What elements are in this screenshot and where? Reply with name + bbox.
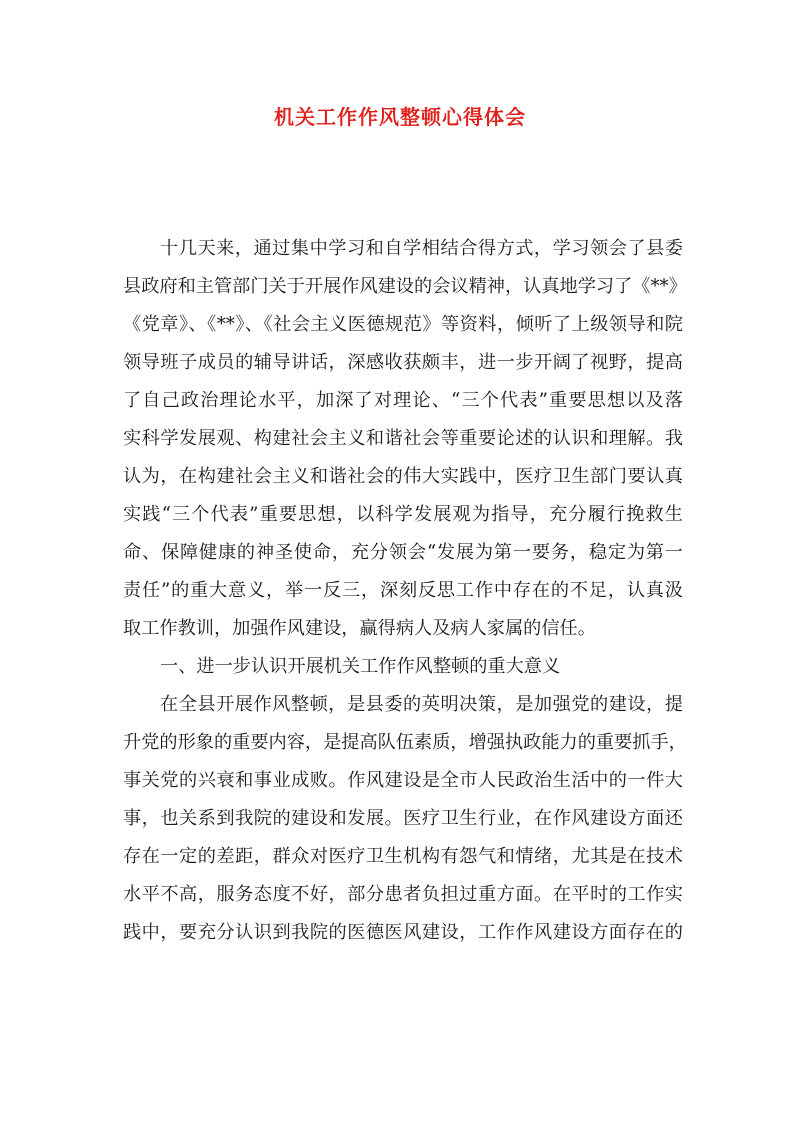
paragraph-line: 认为，在构建社会主义和谐社会的伟大实践中，医疗卫生部门要认真 — [123, 466, 683, 487]
paragraph-line: 在全县开展作风整顿，是县委的英明决策，是加强党的建设，提 — [160, 694, 683, 715]
paragraph-line: 升党的形象的重要内容，是提高队伍素质，增强执政能力的重要抓手， — [123, 732, 687, 753]
paragraph-line: 存在一定的差距，群众对医疗卫生机构有怨气和情绪，尤其是在技术 — [123, 846, 683, 867]
paragraph-line: 《党章》、《**》、《社会主义医德规范》等资料，倾听了上级领导和院 — [123, 314, 683, 335]
document-title: 机关工作作风整顿心得体会 — [274, 105, 526, 129]
paragraph-line: 责任”的重大意义，举一反三，深刻反思工作中存在的不足，认真汲 — [123, 580, 683, 601]
paragraph-line: 十几天来，通过集中学习和自学相结合得方式，学习领会了县委 — [160, 238, 683, 259]
paragraph-line: 县政府和主管部门关于开展作风建设的会议精神，认真地学习了《**》 — [123, 276, 687, 297]
paragraph-line: 水平不高，服务态度不好，部分患者负担过重方面。在平时的工作实 — [123, 884, 683, 905]
paragraph-line: 事，也关系到我院的建设和发展。医疗卫生行业，在作风建设方面还 — [123, 808, 683, 829]
paragraph-line: 取工作教训，加强作风建设，赢得病人及病人家属的信任。 — [123, 618, 596, 639]
document-body — [123, 230, 687, 952]
paragraph-line: 事关党的兴衰和事业成败。作风建设是全市人民政治生活中的一件大 — [123, 770, 683, 791]
paragraph-line: 了自己政治理论水平，加深了对理论、“三个代表”重要思想以及落 — [123, 390, 683, 411]
paragraph-line: 实科学发展观、构建社会主义和谐社会等重要论述的认识和理解。我 — [123, 428, 683, 449]
paragraph-line: 命、保障健康的神圣使命，充分领会“发展为第一要务，稳定为第一 — [123, 542, 683, 563]
section-heading: 一、进一步认识开展机关工作作风整顿的重大意义 — [160, 656, 561, 677]
paragraph-line: 领导班子成员的辅导讲话，深感收获颇丰，进一步开阔了视野，提高 — [123, 352, 683, 373]
paragraph-line: 实践“三个代表”重要思想，以科学发展观为指导，充分履行挽救生 — [123, 504, 683, 525]
paragraph-line: 践中，要充分认识到我院的医德医风建设，工作作风建设方面存在的 — [123, 922, 683, 943]
